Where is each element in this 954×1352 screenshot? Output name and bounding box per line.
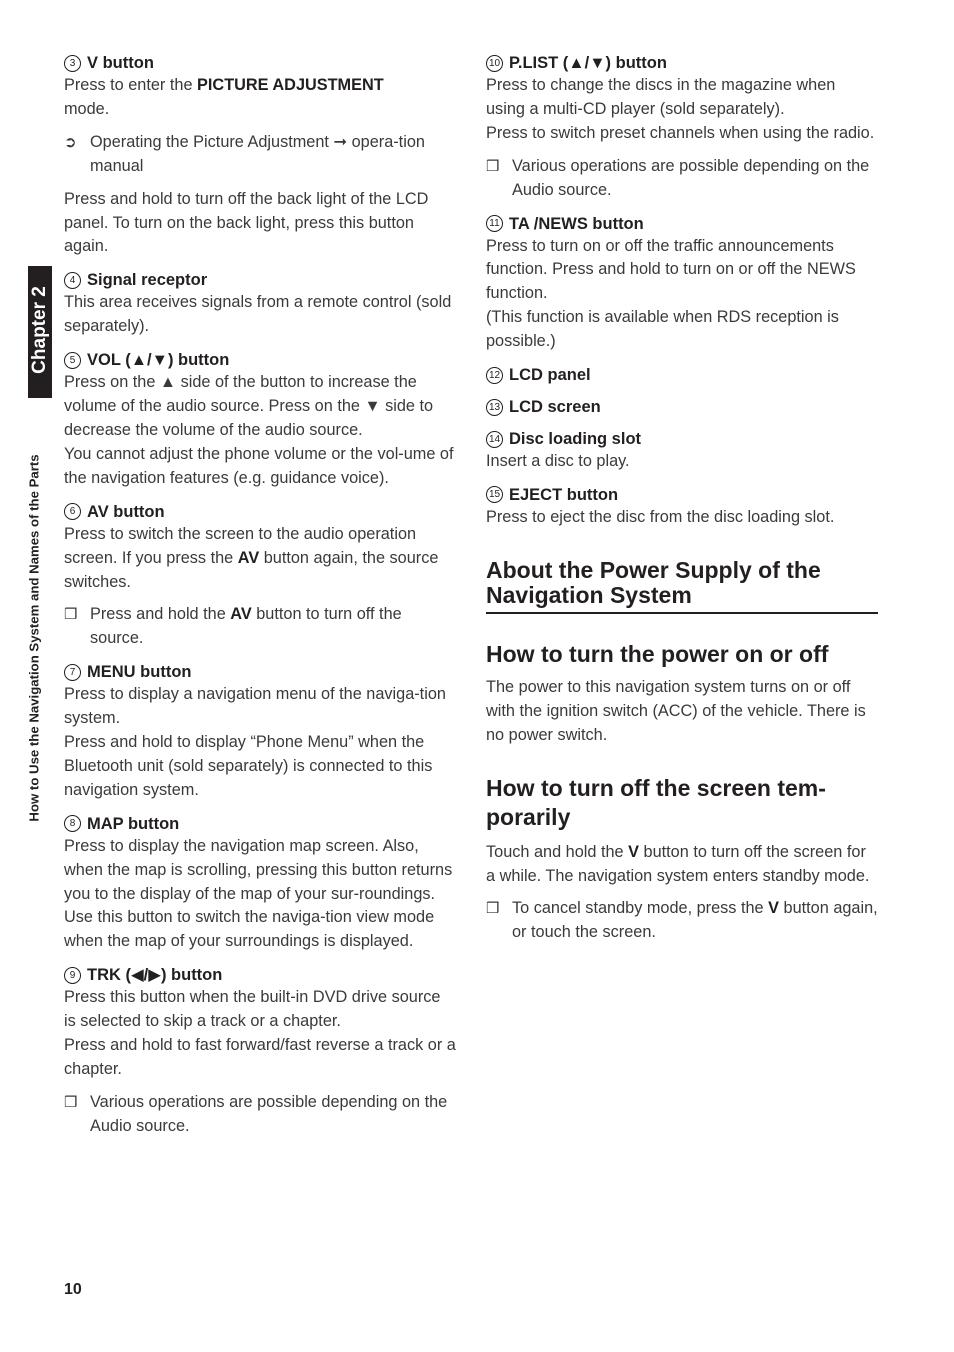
- bold-run: V: [628, 842, 639, 861]
- item-heading-ta: [486, 213, 878, 235]
- item-title: EJECT button: [509, 485, 619, 504]
- item-number: 9: [64, 967, 81, 984]
- checkbox-bullet-icon: ❒: [64, 1093, 78, 1111]
- item-number: 5: [64, 352, 81, 369]
- power-supply-heading: About the Power Supply of the Navigation System: [486, 558, 878, 614]
- plist-paragraph-2: Press to switch preset channels when using the radio.: [486, 123, 875, 142]
- item-heading-eject: [486, 484, 878, 506]
- trk-note: [64, 1091, 456, 1139]
- item-heading-disc: [486, 428, 878, 450]
- map-paragraph: Press to display the navigation map screen. Also, when the map is scrolling, pressing this button returns you to the display of the map of your sur-roundings. Use this button to switch the naviga-tion view mode when the map of your surroundings is displayed.: [64, 836, 453, 951]
- item-heading-signal: [64, 269, 456, 291]
- text-run: mode.: [64, 99, 110, 118]
- item-number: 4: [64, 272, 81, 289]
- item-title: AV button: [87, 502, 165, 521]
- note-text: Operating the Picture Adjustment ➞ opera-tion manual: [90, 132, 425, 175]
- item-title: MAP button: [87, 814, 180, 833]
- bold-run: PICTURE ADJUSTMENT: [197, 76, 384, 94]
- plist-note: [486, 155, 878, 203]
- note-text: Various operations are possible depending on the Audio source.: [512, 156, 870, 199]
- av-note: [64, 603, 456, 651]
- power-on-off-paragraph: The power to this navigation system turns on or off with the ignition switch (ACC) of the vehicle. There is no power switch.: [486, 677, 866, 744]
- item-number: 15: [486, 486, 503, 503]
- text-run: button again, or touch the screen.: [512, 899, 878, 942]
- item-number: 8: [64, 815, 81, 832]
- screen-off-paragraph: [486, 841, 878, 889]
- text-run: Touch and hold the: [486, 842, 629, 861]
- screen-off-heading: How to turn off the screen tem-porarily: [486, 774, 826, 830]
- item-number: 14: [486, 431, 503, 448]
- item-title: LCD panel: [509, 366, 591, 385]
- item-title: V button: [87, 54, 154, 72]
- v-paragraph-2: Press and hold to turn off the back light of the LCD panel. To turn on the back light, press this button again.: [64, 189, 429, 256]
- left-column: [64, 52, 456, 1139]
- item-title: P.LIST (▲/▼) button: [509, 54, 667, 72]
- item-heading-lcd-screen: [486, 396, 878, 418]
- checkbox-bullet-icon: ❒: [64, 606, 78, 624]
- item-heading-menu: [64, 661, 456, 683]
- text-run: Press to enter the: [64, 76, 198, 94]
- item-title: TA /NEWS button: [509, 214, 644, 233]
- vol-paragraph-2: You cannot adjust the phone volume or the vol-ume of the navigation features (e.g. guidance voice).: [64, 444, 454, 487]
- power-on-off-heading: How to turn the power on or off: [486, 640, 829, 667]
- text-run: button to turn off the source.: [90, 605, 402, 648]
- item-heading-vol: [64, 349, 456, 371]
- text-run: Press and hold the: [90, 605, 231, 624]
- item-number: 6: [64, 503, 81, 520]
- item-number: 7: [64, 664, 81, 681]
- text-run: button to turn off the screen for a while. The navigation system enters standby mode.: [486, 842, 870, 885]
- item-number: 3: [64, 55, 81, 72]
- reference-arrow-icon: ➲: [64, 133, 77, 151]
- item-title: TRK (◀/▶) button: [87, 966, 223, 985]
- item-heading-v: [64, 52, 456, 74]
- ta-paragraph-2: (This function is available when RDS reception is possible.): [486, 308, 839, 351]
- item-title: MENU button: [87, 663, 192, 682]
- item-title: Signal receptor: [87, 271, 208, 290]
- menu-paragraph-2: Press and hold to display “Phone Menu” when the Bluetooth unit (sold separately) is connected to this navigation system.: [64, 733, 433, 799]
- vol-paragraph-1: Press on the ▲ side of the button to increase the volume of the audio source. Press on the ▼ side to decrease the volume of the audio source.: [64, 373, 434, 439]
- item-number: 10: [486, 55, 503, 72]
- trk-paragraph-1: Press this button when the built-in DVD drive source is selected to skip a track or a chapter.: [64, 988, 441, 1031]
- ta-paragraph-1: Press to turn on or off the traffic announcements function. Press and hold to turn on or off the NEWS function.: [486, 236, 856, 303]
- plist-paragraph-1: Press to change the discs in the magazine when using a multi-CD player (sold separately).: [486, 76, 836, 118]
- checkbox-bullet-icon: ❒: [486, 900, 500, 918]
- item-title: VOL (▲/▼) button: [87, 351, 230, 370]
- text-run: Press to switch the screen to the audio operation screen. If you press the: [64, 524, 417, 567]
- trk-paragraph-2: Press and hold to fast forward/fast reverse a track or a chapter.: [64, 1036, 456, 1078]
- item-title: Disc loading slot: [509, 430, 642, 449]
- note-text: Various operations are possible depending on the Audio source.: [90, 1092, 448, 1135]
- item-heading-trk: [64, 964, 456, 986]
- item-heading-plist: [486, 52, 878, 74]
- item-heading-lcd-panel: [486, 364, 878, 386]
- v-paragraph-1: [64, 74, 456, 122]
- checkbox-bullet-icon: ❒: [486, 157, 500, 175]
- page-number: 10: [64, 1281, 82, 1298]
- bold-run: V: [768, 899, 779, 918]
- bold-run: AV: [237, 548, 260, 567]
- item-number: 13: [486, 399, 503, 416]
- right-column: [486, 52, 878, 945]
- item-number: 12: [486, 367, 503, 384]
- eject-paragraph: Press to eject the disc from the disc loading slot.: [486, 507, 835, 526]
- item-heading-map: [64, 813, 456, 835]
- item-number: 11: [486, 215, 503, 232]
- bold-run: AV: [230, 605, 252, 624]
- screen-off-note: [486, 897, 878, 945]
- chapter-label: Chapter 2: [29, 286, 50, 374]
- note-text: [512, 897, 878, 945]
- disc-paragraph: Insert a disc to play.: [486, 452, 630, 471]
- text-run: To cancel standby mode, press the: [512, 899, 769, 918]
- note-text: [90, 603, 456, 651]
- text-run: button again, the source switches.: [64, 548, 439, 591]
- menu-paragraph-1: Press to display a navigation menu of the naviga-tion system.: [64, 685, 446, 728]
- section-title-text: How to Use the Navigation System and Names of the Parts: [26, 454, 42, 822]
- av-paragraph: [64, 523, 456, 595]
- v-note: [64, 131, 456, 179]
- item-heading-av: [64, 501, 456, 523]
- signal-paragraph: This area receives signals from a remote control (sold separately).: [64, 293, 452, 336]
- item-title: LCD screen: [509, 398, 601, 417]
